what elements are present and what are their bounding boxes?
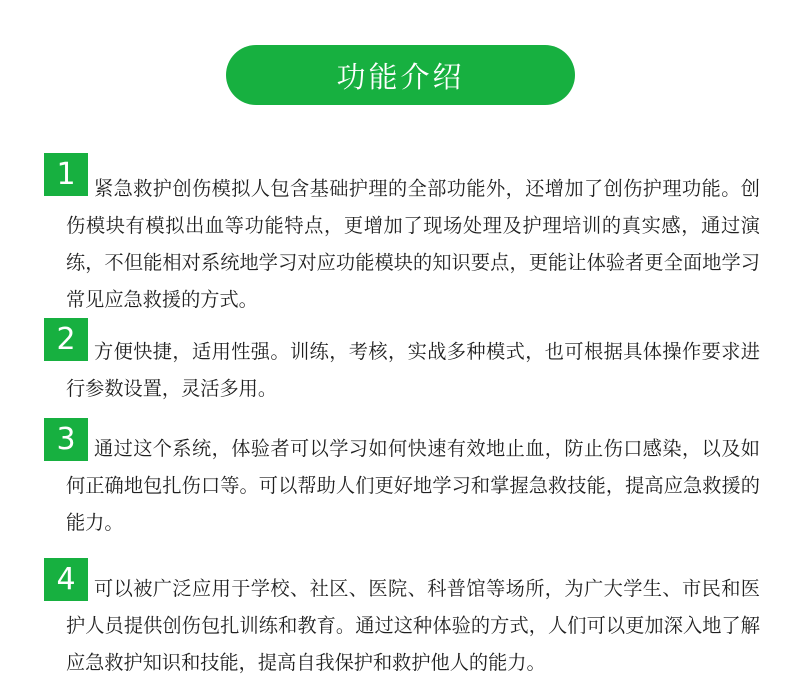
number-badge-2: 2 (44, 318, 88, 361)
feature-text-3: 通过这个系统，体验者可以学习如何快速有效地止血，防止伤口感染，以及如何正确地包扎伤口等。可以帮助人们更好地学习和掌握急救技能，提高应急救援的能力。 (66, 437, 760, 534)
feature-text-1: 紧急救护创伤模拟人包含基础护理的全部功能外，还增加了创伤护理功能。创伤模块有模拟出血等功能特点，更增加了现场处理及护理培训的真实感，通过演练，不但能相对系统地学习对应功能模块的知识要点，更能让体验者更全面地学习常见应急救援的方式。 (66, 177, 760, 311)
feature-text-2: 方便快捷，适用性强。训练，考核，实战多种模式，也可根据具体操作要求进行参数设置，灵活多用。 (66, 340, 760, 400)
page-title: 功能介绍 (336, 59, 465, 94)
feature-text-4: 可以被广泛应用于学校、社区、医院、科普馆等场所，为广大学生、市民和医护人员提供创伤包扎训练和教育。通过这种体验的方式，人们可以更加深入地了解应急救护知识和技能，提高自我保护和救护他人的能力。 (66, 577, 760, 674)
number-badge-3: 3 (44, 418, 88, 461)
number-badge-4: 4 (44, 558, 88, 601)
title-banner (226, 45, 575, 105)
number-badge-1: 1 (44, 153, 88, 196)
